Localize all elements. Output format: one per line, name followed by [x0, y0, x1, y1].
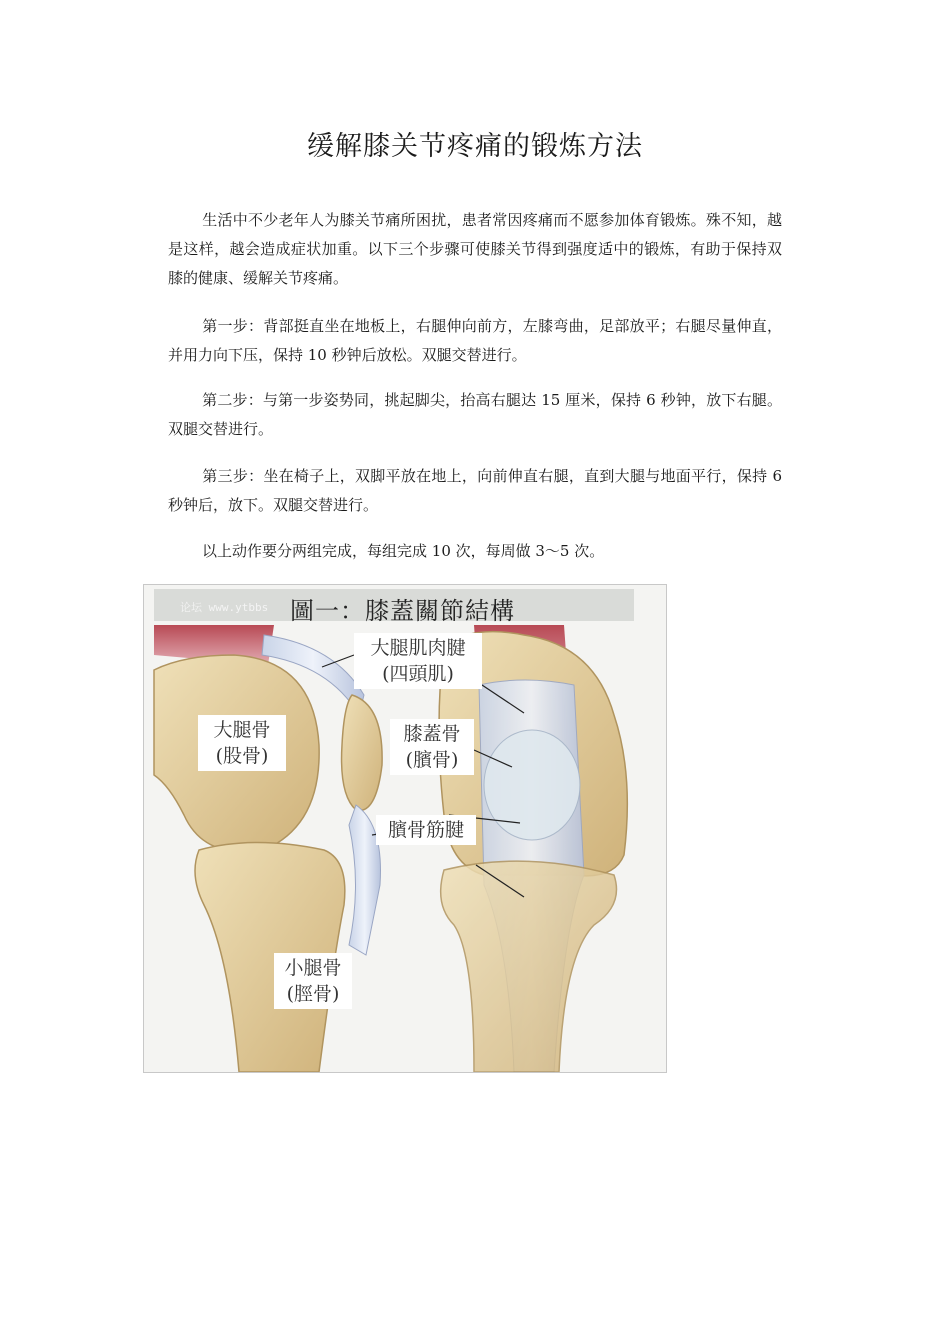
paragraph-step-2-text: 第二步：与第一步姿势同，挑起脚尖，抬高右腿达 15 厘米，保持 6 秒钟，放下右腿。双腿交替进行。 [168, 391, 782, 438]
label-patella-line-2: (臏骨) [405, 749, 459, 771]
label-femur-line-2: (股骨) [215, 745, 269, 767]
figure-title: 圖一：膝蓋關節結構 [290, 597, 515, 625]
figure-header [154, 589, 634, 625]
knee-anatomy-illustration [144, 625, 666, 1072]
label-tibia [274, 953, 352, 1009]
paragraph-step-3 [168, 462, 782, 520]
paragraph-intro [168, 206, 782, 293]
label-quadriceps-tendon-line-1: 大腿肌肉腱 [370, 637, 466, 659]
label-patella [390, 719, 474, 775]
paragraph-step-3-text: 第三步：坐在椅子上，双脚平放在地上，向前伸直右腿，直到大腿与地面平行，保持 6 秒钟后，放下。双腿交替进行。 [168, 467, 782, 514]
label-patellar-tendon-line-1: 臏骨筋腱 [387, 819, 464, 841]
paragraph-step-2 [168, 386, 782, 444]
label-quadriceps-tendon-line-2: (四頭肌) [382, 663, 454, 685]
side-patella [342, 695, 383, 810]
label-tibia-line-2: (脛骨) [286, 983, 340, 1005]
document-title: 缓解膝关节疼痛的锻炼方法 [307, 131, 643, 162]
paragraph-step-1-text: 第一步：背部挺直坐在地板上，右腿伸向前方，左膝弯曲，足部放平；右腿尽量伸直，并用力向下压，保持 10 秒钟后放松。双腿交替进行。 [168, 317, 782, 364]
paragraph-summary [168, 537, 782, 566]
figure-watermark: 论坛 www.ytbbs [180, 601, 269, 614]
label-tibia-line-1: 小腿骨 [284, 957, 342, 979]
knee-anatomy-figure [143, 584, 667, 1073]
paragraph-step-1 [168, 312, 782, 370]
front-tibia [441, 861, 617, 1072]
paragraph-intro-text: 生活中不少老年人为膝关节痛所困扰，患者常因疼痛而不愿参加体育锻炼。殊不知，越是这样，越会造成症状加重。以下三个步骤可使膝关节得到强度适中的锻炼，有助于保持双膝的健康、缓解关节疼痛。 [168, 211, 782, 287]
front-patella [484, 730, 580, 840]
front-view-knee [439, 625, 627, 1072]
label-femur-line-1: 大腿骨 [213, 719, 271, 741]
label-patella-line-1: 膝蓋骨 [403, 723, 461, 745]
label-femur [198, 715, 286, 771]
label-patellar-tendon [376, 815, 476, 845]
paragraph-summary-text: 以上动作要分两组完成，每组完成 10 次，每周做 3～5 次。 [202, 542, 605, 560]
label-quadriceps-tendon [354, 633, 482, 689]
